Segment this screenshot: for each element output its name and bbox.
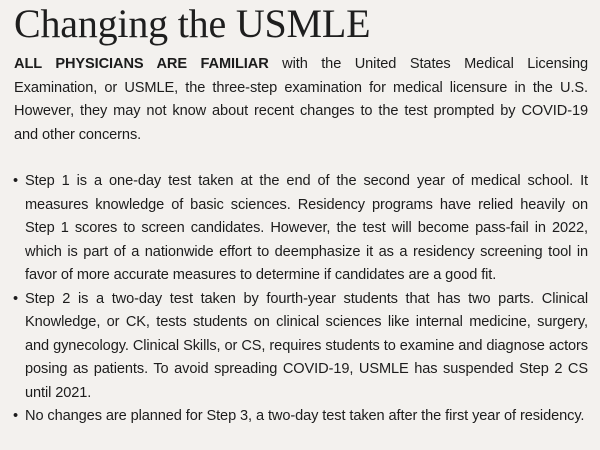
step-3-item: • No changes are planned for Step 3, a two-day test taken after the first year of residency. (14, 405, 588, 429)
intro-paragraph (14, 53, 588, 147)
step-2-item: • Step 2 is a two-day test taken by fourth-year students that has two parts. Clinical Knowledge, or CK, tests students on clinical sciences like internal medicine, surgery, and gynecology. Clinical Skills, or CS, requires students to examine and diagnose actors posing as patients. To avoid spreading COVID-19, USMLE has suspended Step 2 CS until 2021. (14, 288, 588, 406)
intro-lead-in: ALL PHYSICIANS ARE FAMILIAR (14, 56, 269, 72)
step-1-item: • Step 1 is a one-day test taken at the end of the second year of medical school. It measures knowledge of basic sciences. Residency programs have relied heavily on Step 1 scores to screen candidates. However, the test will become pass-fail in 2022, which is part of a nationwide effort to deemphasize it as a residency screening tool in favor of more accurate measures to determine if candidates are a good fit. (14, 170, 588, 288)
step-list (14, 170, 588, 429)
sidebar-title: Changing the USMLE (14, 1, 371, 46)
intro-text: with the United States Medical Licensing Examination, or USMLE, the three-step examination for medical licensure in the U.S. However, they may not know about recent changes to the test prompted by COVID-19 and other concerns. (14, 56, 588, 143)
